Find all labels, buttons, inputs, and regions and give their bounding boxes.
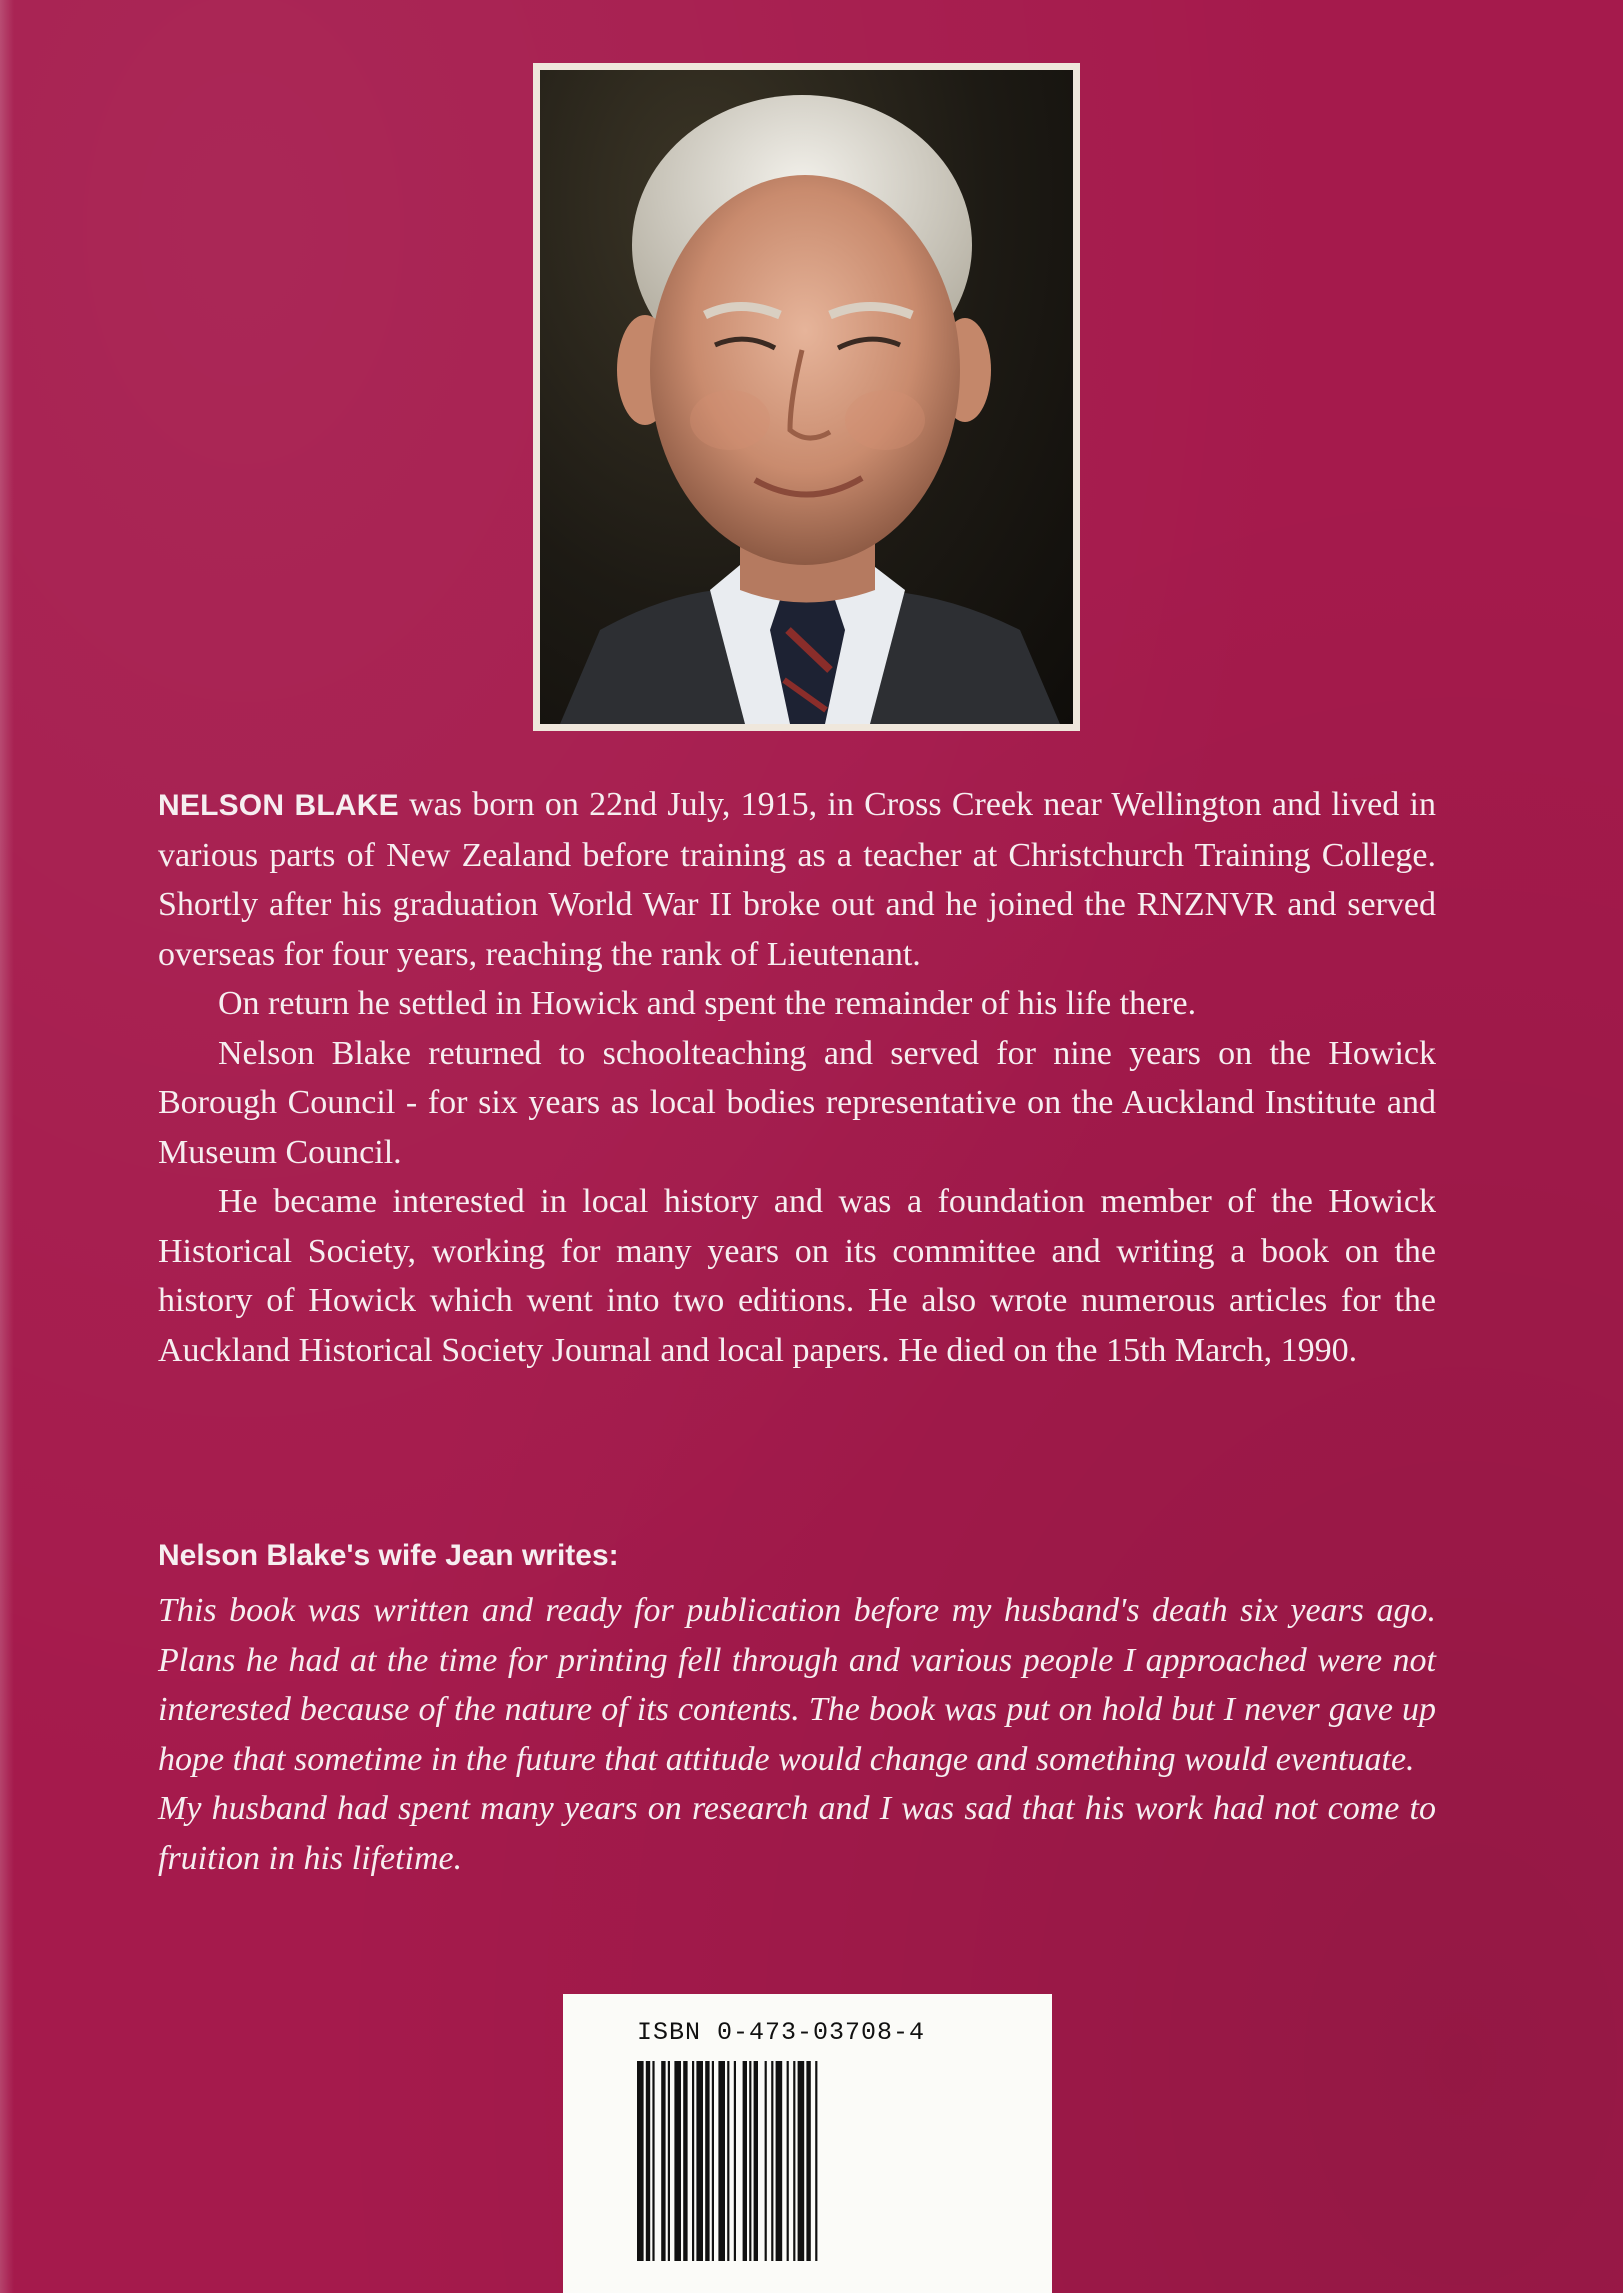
author-portrait-frame [533, 63, 1080, 731]
barcode-bar [727, 2061, 729, 2261]
wife-statement-paragraph-2: My husband had spent many years on research and I was sad that his work had not come to fruition in his lifetime. [158, 1790, 1436, 1877]
barcode-bar [787, 2061, 789, 2261]
author-biography [158, 780, 1436, 1375]
barcode-bar [661, 2061, 665, 2261]
isbn-label: ISBN 0-473-03708-4 [637, 2018, 926, 2047]
barcode-bar [754, 2061, 758, 2261]
wife-statement-paragraph-1: This book was written and ready for publication before my husband's death six years ago. Plans he had at the time for printing fell through and various people I approached were not interested because of the nature of its contents. The book was put on hold but I never gave up hope that sometime in the future that attitude would change and something would eventuate. [158, 1592, 1436, 1778]
barcode-bar [806, 2061, 810, 2261]
barcode-bar [683, 2061, 687, 2261]
bio-paragraph-2: On return he settled in Howick and spent the remainder of his life there. [218, 985, 1197, 1022]
barcode-bar [674, 2061, 681, 2261]
barcode-bar [776, 2061, 783, 2261]
barcode-bar [771, 2061, 773, 2261]
barcode-bar [743, 2061, 747, 2261]
barcode-bar [712, 2061, 714, 2261]
barcode-bar [696, 2061, 703, 2261]
barcode-bar [652, 2061, 654, 2261]
barcode-bar [718, 2061, 725, 2261]
barcode-bar [793, 2061, 795, 2261]
barcode-bar [668, 2061, 670, 2261]
bio-paragraph-1-text: was born on 22nd July, 1915, in Cross Creek near Wellington and lived in various parts of New Zealand before training as a teacher at Christchurch Training College. Shortly after his graduation World War II broke out and he joined the RNZNVR and served overseas for four years, reaching the rank of Lieutenant. [158, 786, 1436, 973]
author-portrait-image [540, 70, 1073, 724]
wife-statement-heading: Nelson Blake's wife Jean writes: [158, 1539, 619, 1572]
bio-paragraph-3: Nelson Blake returned to schoolteaching and served for nine years on the Howick Borough Council - for six years as local bodies representative on the Auckland Institute and Museum Council. [158, 1034, 1436, 1171]
barcode-bar [646, 2061, 650, 2261]
barcode-bar [765, 2061, 767, 2261]
barcode-image [637, 2061, 957, 2261]
bio-paragraph-1 [158, 780, 1436, 979]
barcode-bar [637, 2061, 644, 2261]
bio-paragraph-4: He became interested in local history and was a foundation member of the Howick Historical Society, working for many years on its committee and writing a book on the history of Howick which went into two editions. He also wrote numerous articles for the Auckland Historical Society Journal and local papers. He died on the 15th March, 1990. [158, 1183, 1436, 1369]
barcode-bar [749, 2061, 751, 2261]
barcode-bar [815, 2061, 817, 2261]
isbn-barcode-panel [563, 1994, 1052, 2293]
wife-statement [158, 1586, 1436, 1883]
barcode-bar [734, 2061, 736, 2261]
cover-edge-wear [0, 0, 14, 2293]
author-name: NELSON BLAKE [158, 789, 399, 822]
barcode-bar [705, 2061, 709, 2261]
author-portrait-photo [540, 70, 1073, 724]
barcode-bar [798, 2061, 805, 2261]
barcode-bar [692, 2061, 694, 2261]
